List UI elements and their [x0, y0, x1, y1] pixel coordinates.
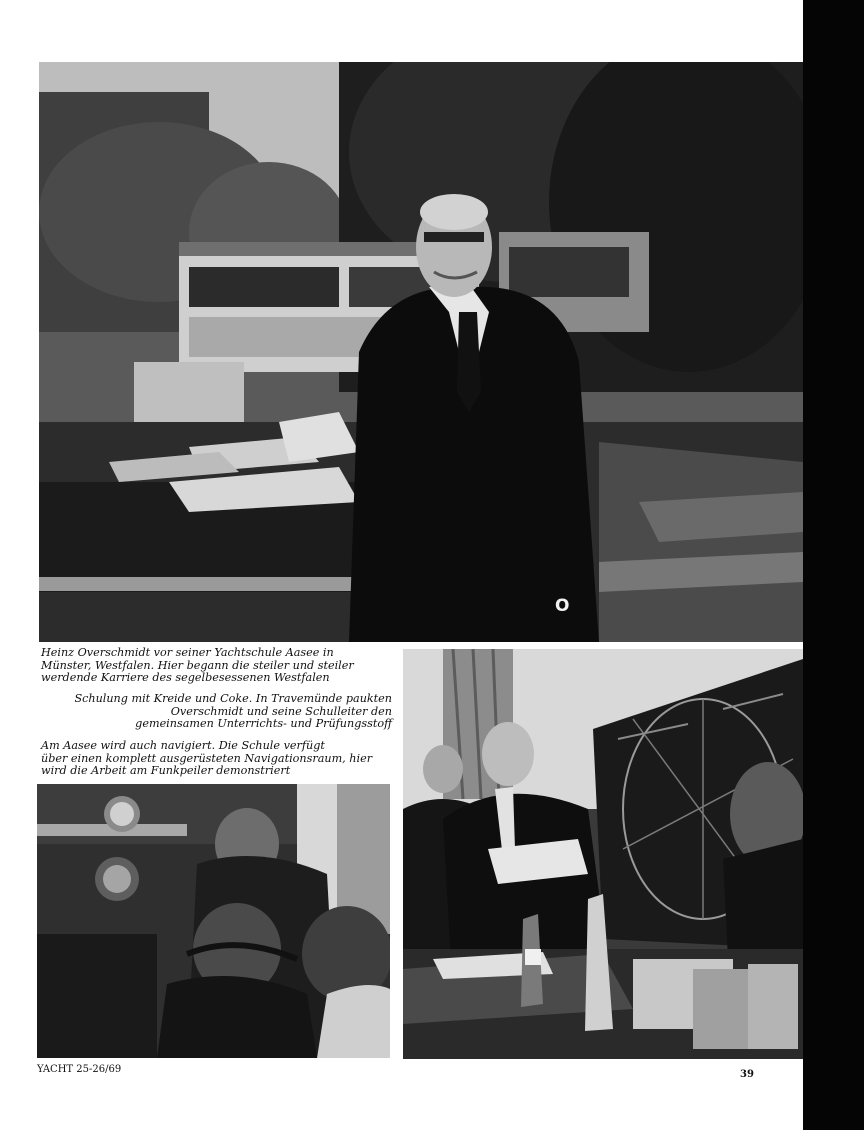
photo-letter-mark: O [555, 596, 570, 616]
caption-line: gemeinsamen Unterrichts- und Prüfungsstoff [135, 717, 392, 731]
caption-line: über einen komplett ausgerüsteten Navigationsraum, hier [41, 751, 373, 765]
caption-line: Heinz Overschmidt vor seiner Yachtschule Aasee in [41, 646, 334, 659]
yacht-school-portrait-photo [39, 62, 803, 642]
navigation-room-photo [37, 784, 390, 1058]
top-photo-caption [41, 647, 354, 685]
caption-line: wird die Arbeit am Funkpeiler demonstriert [41, 764, 291, 778]
caption-line: Overschmidt und seine Schulleiter den [170, 704, 392, 718]
navigation-photo-caption [41, 740, 372, 778]
page-number: 39 [740, 1069, 754, 1080]
caption-line: Schulung mit Kreide und Coke. In Travemünde paukten [74, 692, 392, 705]
classroom-photo-caption [41, 693, 392, 731]
caption-line: werdende Karriere des segelbesessenen Westfalen [41, 671, 330, 685]
caption-line: Am Aasee wird auch navigiert. Die Schule verfügt [41, 739, 325, 752]
classroom-chalkboard-photo [403, 649, 803, 1059]
page-edge-dark-band [803, 0, 864, 1130]
magazine-issue-label: YACHT 25-26/69 [37, 1064, 122, 1075]
caption-line: Münster, Westfalen. Hier begann die steiler und steiler [41, 658, 354, 672]
